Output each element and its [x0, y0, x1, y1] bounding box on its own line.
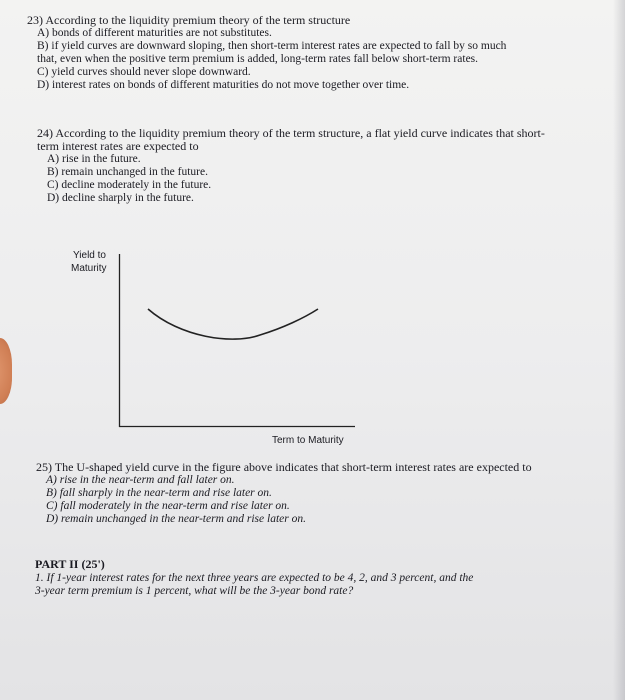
part-2-question-1-cont: 3-year term premium is 1 percent, what will be the 3-year bond rate?	[35, 585, 354, 597]
question-23-option-a: A) bonds of different maturities are not substitutes.	[37, 27, 272, 39]
question-25	[36, 461, 532, 526]
question-24-option-a: A) rise in the future.	[47, 153, 141, 165]
question-23-option-b: B) if yield curves are downward sloping, then short-term interest rates are expected to fall by so much	[37, 40, 507, 52]
question-25-option-b: B) fall sharply in the near-term and rise later on.	[46, 487, 272, 499]
figure-xlabel: Term to Maturity	[272, 435, 344, 446]
part-2-heading: PART II (25')	[35, 557, 105, 571]
question-24-option-d: D) decline sharply in the future.	[47, 192, 194, 204]
question-25-option-c: C) fall moderately in the near-term and rise later on.	[46, 500, 290, 512]
part-2-question-1: 1. If 1-year interest rates for the next three years are expected to be 4, 2, and 3 percent, and the	[35, 572, 474, 584]
part-2	[35, 558, 473, 598]
question-25-option-a: A) rise in the near-term and fall later on.	[46, 474, 235, 486]
question-23-option-b-cont: that, even when the positive term premium is added, long-term rates fall below short-term rates.	[37, 53, 479, 65]
question-24-option-b: B) remain unchanged in the future.	[47, 166, 208, 178]
question-24-option-c: C) decline moderately in the future.	[47, 179, 212, 191]
figure-ylabel: Yield to	[73, 250, 106, 261]
u-shaped-yield-curve	[148, 309, 318, 339]
question-23-option-d: D) interest rates on bonds of different maturities do not move together over time.	[37, 79, 410, 91]
question-23-stem: 23) According to the liquidity premium theory of the term structure	[27, 13, 351, 27]
question-25-option-d: D) remain unchanged in the near-term and rise later on.	[46, 513, 306, 525]
question-25-stem: 25) The U-shaped yield curve in the figure above indicates that short-term interest rates are expected to	[36, 460, 532, 474]
question-24-stem-cont: term interest rates are expected to	[37, 139, 199, 153]
question-24-stem: 24) According to the liquidity premium theory of the term structure, a flat yield curve indicates that short-	[37, 126, 545, 140]
figure-ylabel-cont: Maturity	[71, 263, 107, 274]
question-23-option-c: C) yield curves should never slope downward.	[37, 66, 251, 78]
